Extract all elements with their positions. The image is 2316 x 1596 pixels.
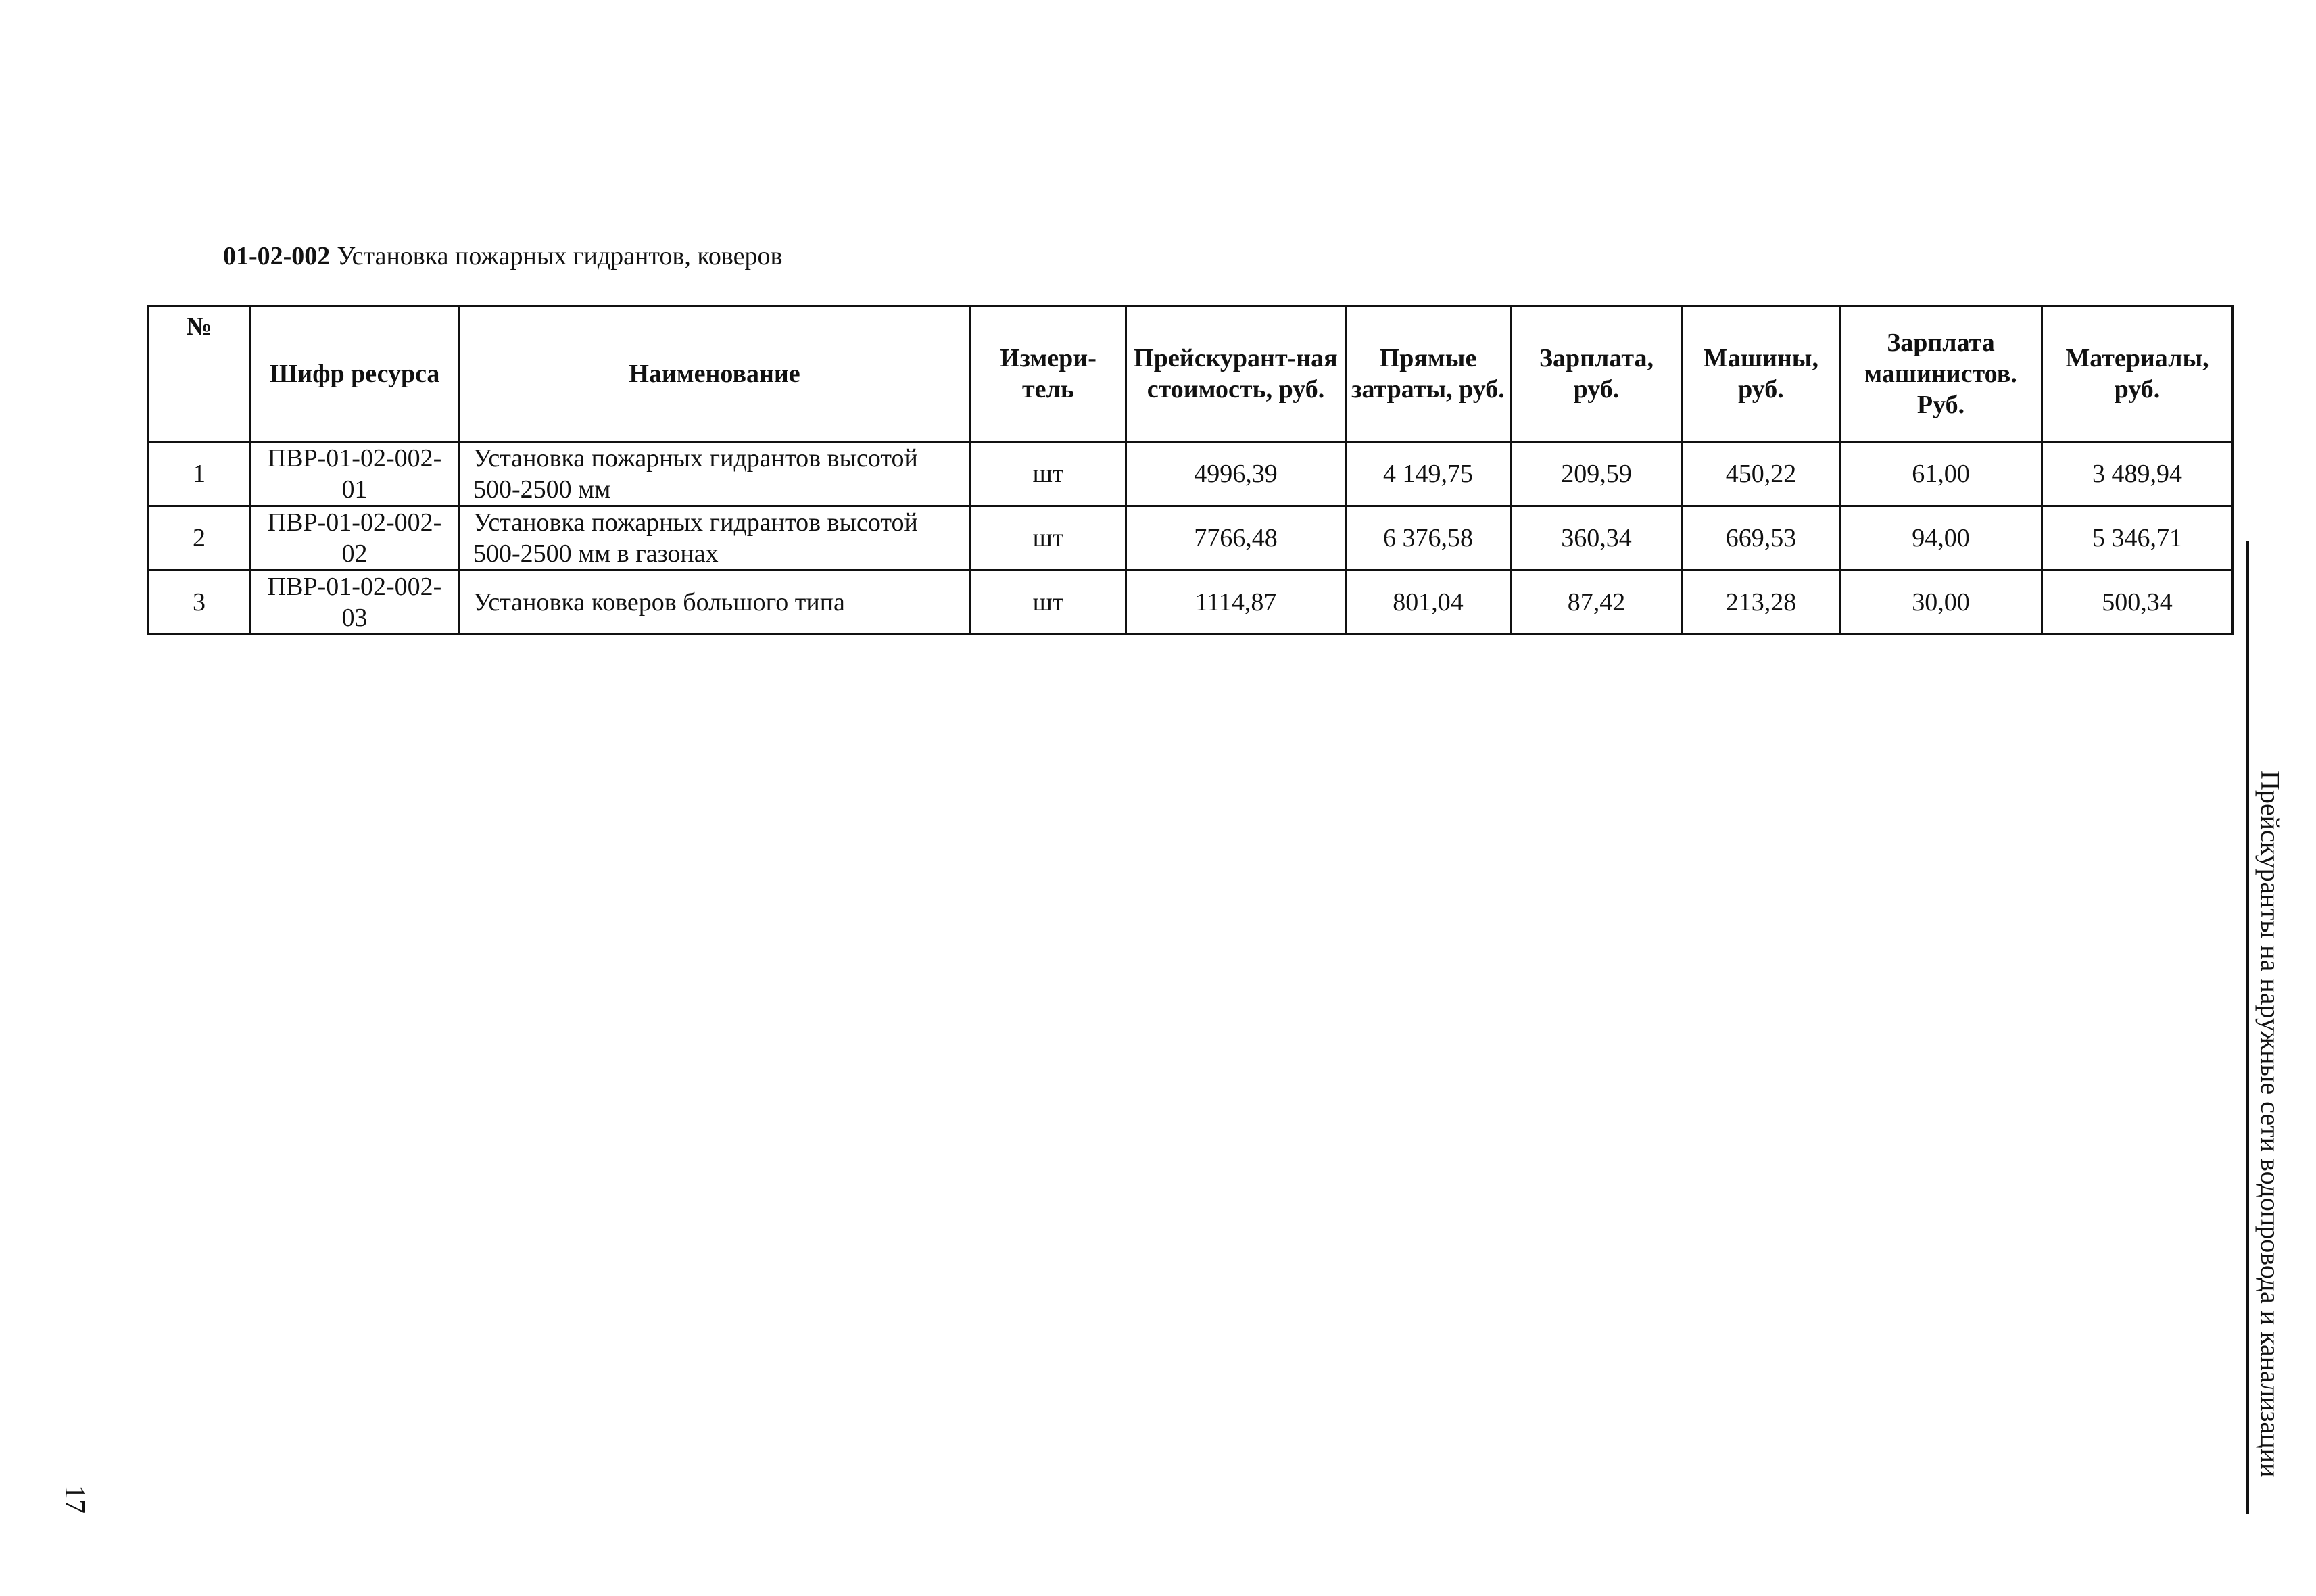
cell-name: Установка пожарных гидрантов высотой 500-2500 мм в газонах <box>459 506 971 571</box>
cell-num: 1 <box>148 442 251 506</box>
header-operators-salary: Зарплата машинистов. Руб. <box>1840 306 2042 442</box>
header-row <box>148 306 2233 442</box>
cell-num: 2 <box>148 506 251 571</box>
cell-name: Установка пожарных гидрантов высотой 500-2500 мм <box>459 442 971 506</box>
cell-direct-costs: 4 149,75 <box>1346 442 1511 506</box>
header-num: № <box>148 306 251 442</box>
cell-materials: 500,34 <box>2042 571 2233 635</box>
cell-name: Установка коверов большого типа <box>459 571 971 635</box>
header-direct-costs: Прямые затраты, руб. <box>1346 306 1511 442</box>
cell-code: ПВР-01-02-002-03 <box>251 571 459 635</box>
table-row <box>148 442 2233 506</box>
cell-num: 3 <box>148 571 251 635</box>
section-name: Установка пожарных гидрантов, коверов <box>337 242 783 270</box>
page-number: 17 <box>59 1485 90 1514</box>
cell-direct-costs: 6 376,58 <box>1346 506 1511 571</box>
cell-salary: 209,59 <box>1511 442 1683 506</box>
header-price: Прейскурант-ная стоимость, руб. <box>1126 306 1346 442</box>
cell-code: ПВР-01-02-002-01 <box>251 442 459 506</box>
cell-salary: 87,42 <box>1511 571 1683 635</box>
section-title <box>223 239 782 273</box>
cell-unit: шт <box>971 442 1126 506</box>
cell-direct-costs: 801,04 <box>1346 571 1511 635</box>
table-row <box>148 571 2233 635</box>
running-header-title: Прейскуранты на наружные сети водопровода и канализации <box>2255 771 2286 1478</box>
cell-machines: 450,22 <box>1683 442 1840 506</box>
cell-materials: 3 489,94 <box>2042 442 2233 506</box>
cell-salary: 360,34 <box>1511 506 1683 571</box>
header-code: Шифр ресурса <box>251 306 459 442</box>
cell-operators-salary: 94,00 <box>1840 506 2042 571</box>
cell-operators-salary: 61,00 <box>1840 442 2042 506</box>
cell-unit: шт <box>971 506 1126 571</box>
header-unit: Измери-тель <box>971 306 1126 442</box>
cell-price: 7766,48 <box>1126 506 1346 571</box>
cell-code: ПВР-01-02-002-02 <box>251 506 459 571</box>
header-machines: Машины, руб. <box>1683 306 1840 442</box>
cell-materials: 5 346,71 <box>2042 506 2233 571</box>
header-name: Наименование <box>459 306 971 442</box>
cell-operators-salary: 30,00 <box>1840 571 2042 635</box>
header-salary: Зарплата, руб. <box>1511 306 1683 442</box>
header-materials: Материалы, руб. <box>2042 306 2233 442</box>
cell-price: 4996,39 <box>1126 442 1346 506</box>
price-table <box>147 305 2234 635</box>
cell-machines: 669,53 <box>1683 506 1840 571</box>
cell-machines: 213,28 <box>1683 571 1840 635</box>
table-row <box>148 506 2233 571</box>
cell-unit: шт <box>971 571 1126 635</box>
cell-price: 1114,87 <box>1126 571 1346 635</box>
section-code: 01-02-002 <box>223 242 331 270</box>
